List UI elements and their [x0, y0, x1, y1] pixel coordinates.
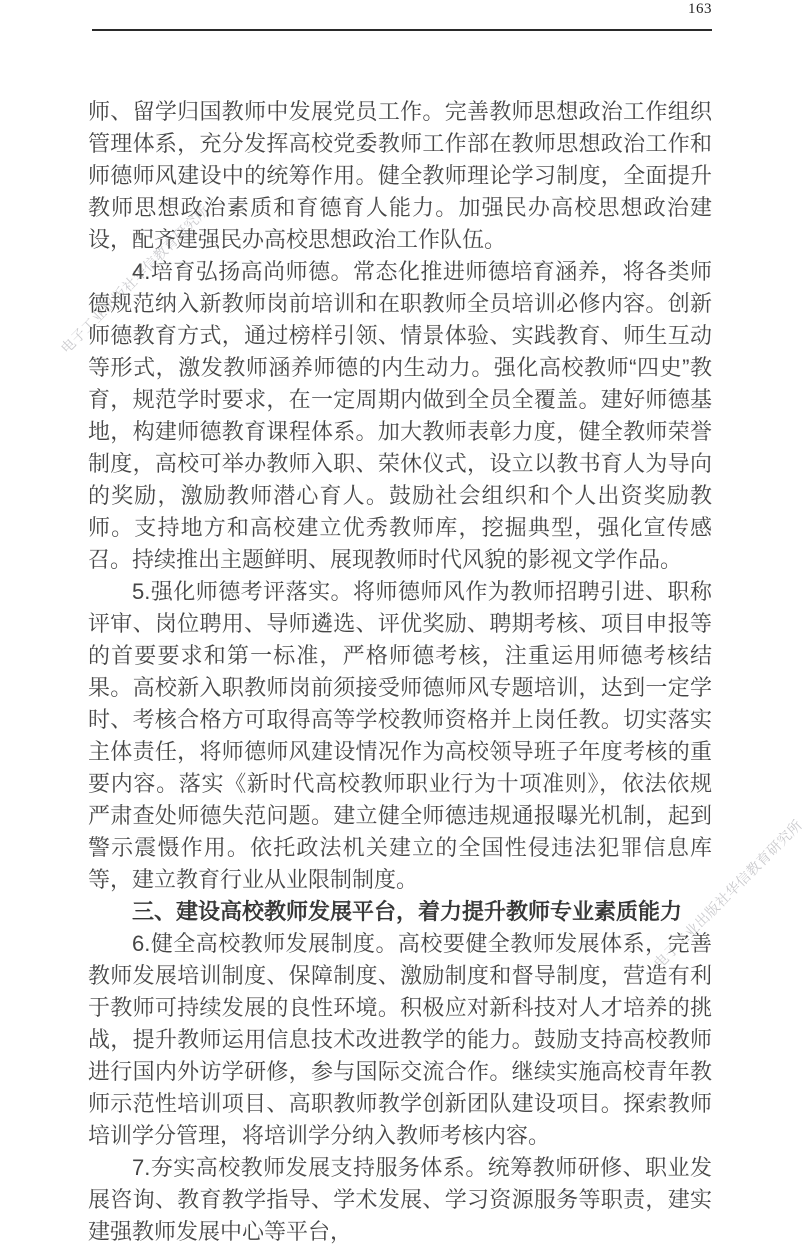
publisher-watermark: 电子工业出版社华信教育研究所	[57, 201, 213, 357]
body-paragraph-item7: 7.夯实高校教师发展支持服务体系。统筹教师研修、职业发展咨询、教育教学指导、学术发展、学习资源服务等职责，建实建强教师发展中心等平台，	[88, 1155, 712, 1244]
header-rule	[92, 29, 712, 31]
section-heading: 三、建设高校教师发展平台，着力提升教师专业素质能力	[132, 899, 683, 924]
body-paragraph-item4: 4.培育弘扬高尚师德。常态化推进师德培育涵养，将各类师德规范纳入新教师岗前培训和在职教师全员培训必修内容。创新师德教育方式，通过榜样引领、情景体验、实践教育、师生互动等形式，激发教师涵养师德的内生动力。强化高校教师“四史”教育，规范学时要求，在一定周期内做到全员全覆盖。建好师德基地，构建师德教育课程体系。加大教师表彰力度，健全教师荣誉制度，高校可举办教师入职、荣休仪式，设立以教书育人为导向的奖励，激励教师潜心育人。鼓励社会组织和个人出资奖励教师。支持地方和高校建立优秀教师库，挖掘典型，强化宣传感召。持续推出主题鲜明、展现教师时代风貌的影视文学作品。	[88, 259, 712, 572]
body-paragraph-item6: 6.健全高校教师发展制度。高校要健全教师发展体系，完善教师发展培训制度、保障制度、激励制度和督导制度，营造有利于教师可持续发展的良性环境。积极应对新科技对人才培养的挑战，提升教师运用信息技术改进教学的能力。鼓励支持高校教师进行国内外访学研修，参与国际交流合作。继续实施高校青年教师示范性培训项目、高职教师教学创新团队建设项目。探索教师培训学分管理，将培训学分纳入教师考核内容。	[88, 931, 712, 1148]
publisher-watermark: 电子工业出版社华信教育研究所	[650, 816, 806, 972]
document-body	[88, 96, 712, 1248]
body-paragraph-item5: 5.强化师德考评落实。将师德师风作为教师招聘引进、职称评审、岗位聘用、导师遴选、评优奖励、聘期考核、项目申报等的首要要求和第一标准，严格师德考核，注重运用师德考核结果。高校新入职教师岗前须接受师德师风专题培训，达到一定学时、考核合格方可取得高等学校教师资格并上岗任教。切实落实主体责任，将师德师风建设情况作为高校领导班子年度考核的重要内容。落实《新时代高校教师职业行为十项准则》，依法依规严肃查处师德失范问题。建立健全师德违规通报曝光机制，起到警示震慑作用。依托政法机关建立的全国性侵违法犯罪信息库等，建立教育行业从业限制制度。	[88, 579, 712, 892]
page-number: 163	[688, 1, 712, 17]
body-paragraph-continuation: 师、留学归国教师中发展党员工作。完善教师思想政治工作组织管理体系，充分发挥高校党委教师工作部在教师思想政治工作和师德师风建设中的统筹作用。健全教师理论学习制度，全面提升教师思想政治素质和育德育人能力。加强民办高校思想政治建设，配齐建强民办高校思想政治工作队伍。	[88, 99, 712, 252]
